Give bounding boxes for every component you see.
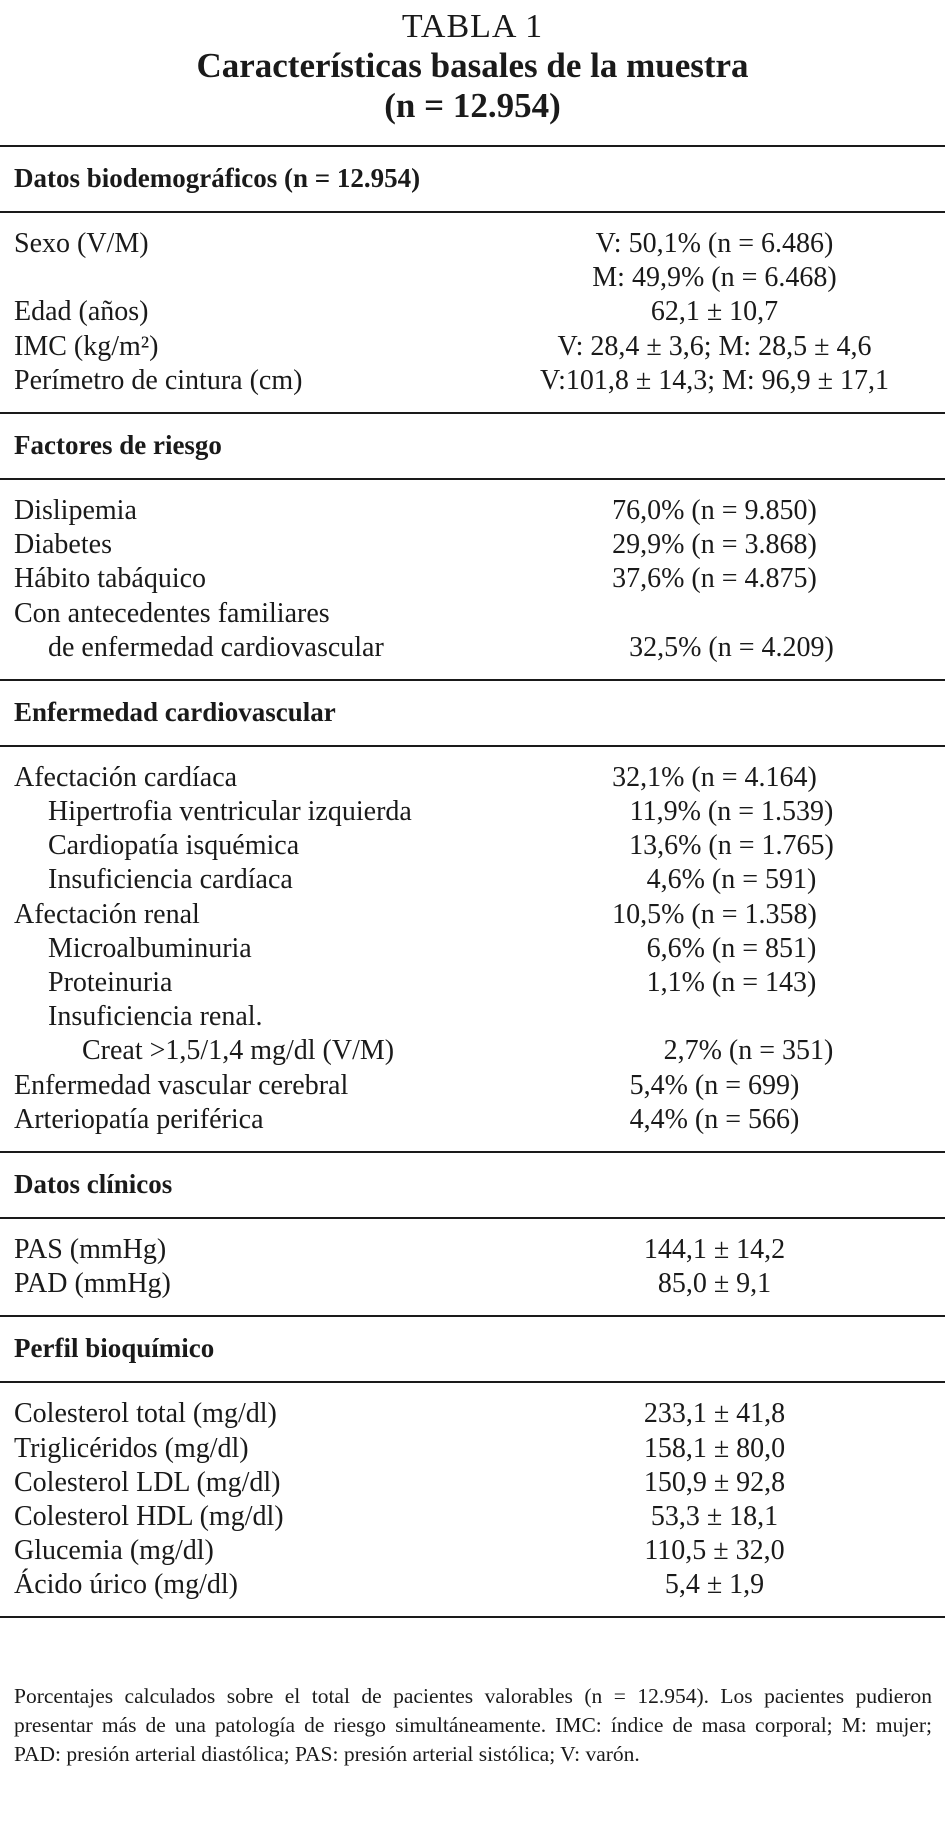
row-value: V: 50,1% (n = 6.486) xyxy=(595,228,834,259)
section-heading: Perfil bioquímico xyxy=(14,1333,215,1364)
row-value: 158,1 ± 80,0 xyxy=(643,1432,786,1464)
row-value: 85,0 ± 9,1 xyxy=(657,1268,772,1300)
table-row xyxy=(0,261,945,295)
row-label: Glucemia (mg/dl) xyxy=(14,1535,214,1567)
row-label: Perímetro de cintura (cm) xyxy=(14,364,303,396)
table-row xyxy=(0,1500,945,1534)
row-label: Insuficiencia cardíaca xyxy=(48,864,293,896)
table-row xyxy=(0,1432,945,1466)
row-value: 5,4 ± 1,9 xyxy=(664,1569,765,1601)
table-row xyxy=(0,1069,945,1103)
table-row xyxy=(0,1000,945,1034)
row-label: Microalbuminuria xyxy=(48,932,252,964)
table-label: TABLA 1 xyxy=(401,8,544,45)
section-heading: Datos biodemográficos (n = 12.954) xyxy=(14,163,421,193)
section-rows xyxy=(0,1383,945,1616)
table-row xyxy=(0,562,945,596)
table-row xyxy=(0,898,945,932)
table-row xyxy=(0,1534,945,1568)
row-value: 150,9 ± 92,8 xyxy=(643,1466,786,1498)
row-value: M: 49,9% (n = 6.468) xyxy=(592,262,837,294)
table-row xyxy=(0,494,945,528)
row-label: Dislipemia xyxy=(14,494,137,526)
section-heading: Enfermedad cardiovascular xyxy=(14,696,336,727)
table-row xyxy=(0,528,945,562)
table-row xyxy=(0,966,945,1000)
table-row xyxy=(0,364,945,398)
row-value: 32,5% (n = 4.209) xyxy=(629,631,834,663)
row-value: V: 28,4 ± 3,6; M: 28,5 ± 4,6 xyxy=(557,330,872,362)
row-label: Triglicéridos (mg/dl) xyxy=(14,1432,249,1464)
section-heading: Datos clínicos xyxy=(14,1168,173,1199)
table-row xyxy=(0,1568,945,1602)
row-value: 29,9% (n = 3.868) xyxy=(612,529,817,561)
row-value: 1,1% (n = 143) xyxy=(646,967,817,998)
row-value: 32,1% (n = 4.164) xyxy=(612,761,817,793)
table-row xyxy=(0,227,945,261)
row-value: 233,1 ± 41,8 xyxy=(643,1398,786,1430)
row-value: 110,5 ± 32,0 xyxy=(644,1535,785,1567)
section-rows xyxy=(0,213,945,412)
row-label: Arteriopatía periférica xyxy=(14,1103,264,1135)
table-sample-size: (n = 12.954) xyxy=(384,86,561,125)
table-row xyxy=(0,597,945,631)
baseline-characteristics-table xyxy=(0,145,945,1618)
row-label: Cardiopatía isquémica xyxy=(48,830,300,862)
row-label: Con antecedentes familiares xyxy=(14,597,330,629)
row-label: Colesterol HDL (mg/dl) xyxy=(14,1500,284,1532)
row-label: Diabetes xyxy=(14,529,112,561)
row-value: 11,9% (n = 1.539) xyxy=(629,796,834,828)
section-rows xyxy=(0,747,945,1151)
table-row xyxy=(0,330,945,364)
table-footnote: Porcentajes calculados sobre el total de pacientes valorables (n = 12.954). Los pacientes pudieron presentar más de una patología de riesgo simultáneamente. IMC: índice de masa corporal; M: mujer; PAD: presión arterial diastólica; PAS: presión arterial sistólica; V: varón. xyxy=(14,1684,932,1766)
row-value: 6,6% (n = 851) xyxy=(646,932,817,964)
row-value: 62,1 ± 10,7 xyxy=(650,296,779,328)
row-value: 144,1 ± 14,2 xyxy=(643,1233,786,1265)
row-label: Afectación renal xyxy=(14,898,200,930)
row-value: 37,6% (n = 4.875) xyxy=(612,563,817,595)
row-label: IMC (kg/m²) xyxy=(14,330,159,362)
table-row xyxy=(0,1034,945,1068)
row-label: Enfermedad vascular cerebral xyxy=(14,1069,349,1101)
table-row xyxy=(0,761,945,795)
row-label: Afectación cardíaca xyxy=(14,761,238,793)
table-title: Características basales de la muestra xyxy=(196,46,749,85)
table-row xyxy=(0,1397,945,1431)
table-bottom-rule xyxy=(0,1616,945,1618)
row-value: 10,5% (n = 1.358) xyxy=(612,898,817,930)
row-value: V:101,8 ± 14,3; M: 96,9 ± 17,1 xyxy=(539,364,890,396)
table-row xyxy=(0,863,945,897)
section-heading: Factores de riesgo xyxy=(14,429,222,460)
table-row xyxy=(0,795,945,829)
table-row xyxy=(0,1103,945,1137)
row-value: 4,4% (n = 566) xyxy=(629,1103,800,1135)
row-label: Sexo (V/M) xyxy=(14,228,149,259)
table-row xyxy=(0,829,945,863)
row-label: Colesterol LDL (mg/dl) xyxy=(14,1466,281,1498)
section-rows xyxy=(0,480,945,679)
row-value: 53,3 ± 18,1 xyxy=(650,1500,779,1532)
table-title-block xyxy=(0,0,945,126)
section-rows xyxy=(0,1219,945,1315)
row-label: Insuficiencia renal. xyxy=(48,1001,263,1033)
table-row xyxy=(0,1233,945,1267)
row-value: 5,4% (n = 699) xyxy=(629,1069,800,1101)
row-label: Ácido úrico (mg/dl) xyxy=(14,1569,238,1601)
row-label: Proteinuria xyxy=(48,967,173,998)
row-value: 2,7% (n = 351) xyxy=(663,1035,834,1067)
table-row xyxy=(0,932,945,966)
row-label xyxy=(0,261,514,295)
row-value xyxy=(548,1000,945,1034)
table-row xyxy=(0,631,945,665)
table-row xyxy=(0,295,945,329)
row-value xyxy=(514,597,945,631)
row-label: Colesterol total (mg/dl) xyxy=(14,1398,277,1430)
row-value: 4,6% (n = 591) xyxy=(646,864,817,896)
row-label: PAD (mmHg) xyxy=(14,1268,171,1300)
row-label: Hábito tabáquico xyxy=(14,563,207,595)
table-row xyxy=(0,1267,945,1301)
row-value: 76,0% (n = 9.850) xyxy=(612,494,817,526)
row-label: Edad (años) xyxy=(14,296,149,328)
row-label: PAS (mmHg) xyxy=(14,1233,167,1265)
table-row xyxy=(0,1466,945,1500)
row-label: de enfermedad cardiovascular xyxy=(48,631,384,663)
row-label: Creat >1,5/1,4 mg/dl (V/M) xyxy=(82,1035,395,1067)
row-value: 13,6% (n = 1.765) xyxy=(629,830,834,862)
row-label: Hipertrofia ventricular izquierda xyxy=(48,796,412,828)
